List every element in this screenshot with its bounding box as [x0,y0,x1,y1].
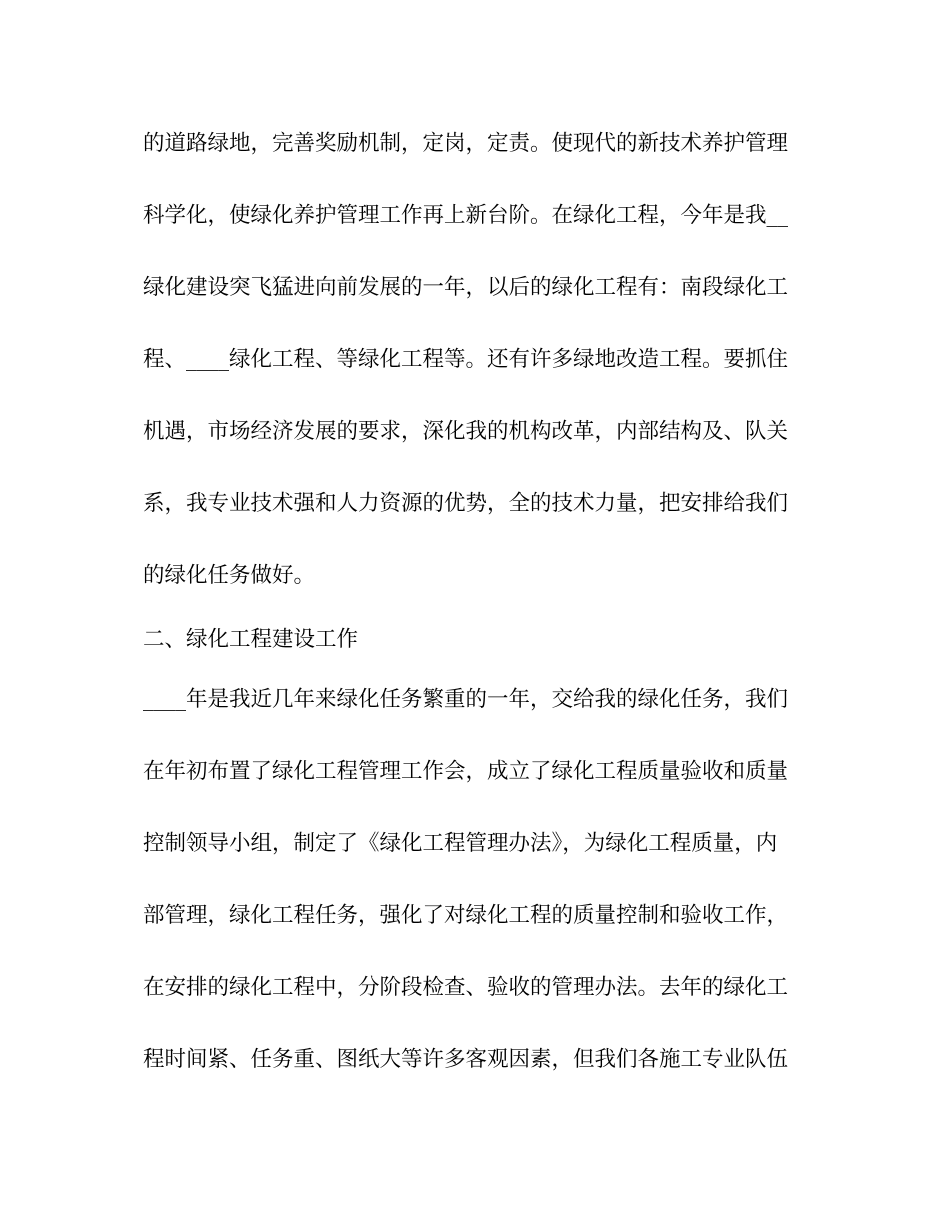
text-line: 的道路绿地，完善奖励机制，定岗，定责。使现代的新技术养护管理 [143,131,789,156]
text-line: ____年是我近几年来绿化任务繁重的一年，交给我的绿化任务，我们 [143,687,789,712]
text-line: 的绿化任务做好。 [143,563,316,588]
text-line: 机遇，市场经济发展的要求，深化我的机构改革，内部结构及、队关 [143,419,789,444]
section-heading: 二、绿化工程建设工作 [143,627,359,652]
text-line: 控制领导小组，制定了《绿化工程管理办法》，为绿化工程质量，内 [143,831,778,856]
text-line: 程时间紧、任务重、图纸大等许多客观因素，但我们各施工专业队伍 [143,1047,789,1072]
text-line: 系，我专业技术强和人力资源的优势，全的技术力量，把安排给我们 [143,491,789,516]
text-line: 绿化建设突飞猛进向前发展的一年，以后的绿化工程有：南段绿化工 [143,275,789,300]
text-line: 在年初布置了绿化工程管理工作会，成立了绿化工程质量验收和质量 [143,759,789,784]
text-line: 在安排的绿化工程中，分阶段检查、验收的管理办法。去年的绿化工 [143,975,789,1000]
text-line: 程、____绿化工程、等绿化工程等。还有许多绿地改造工程。要抓住 [143,347,789,372]
text-line: 科学化，使绿化养护管理工作再上新台阶。在绿化工程，今年是我__ [143,203,789,228]
text-line: 部管理，绿化工程任务，强化了对绿化工程的质量控制和验收工作， [143,903,789,928]
